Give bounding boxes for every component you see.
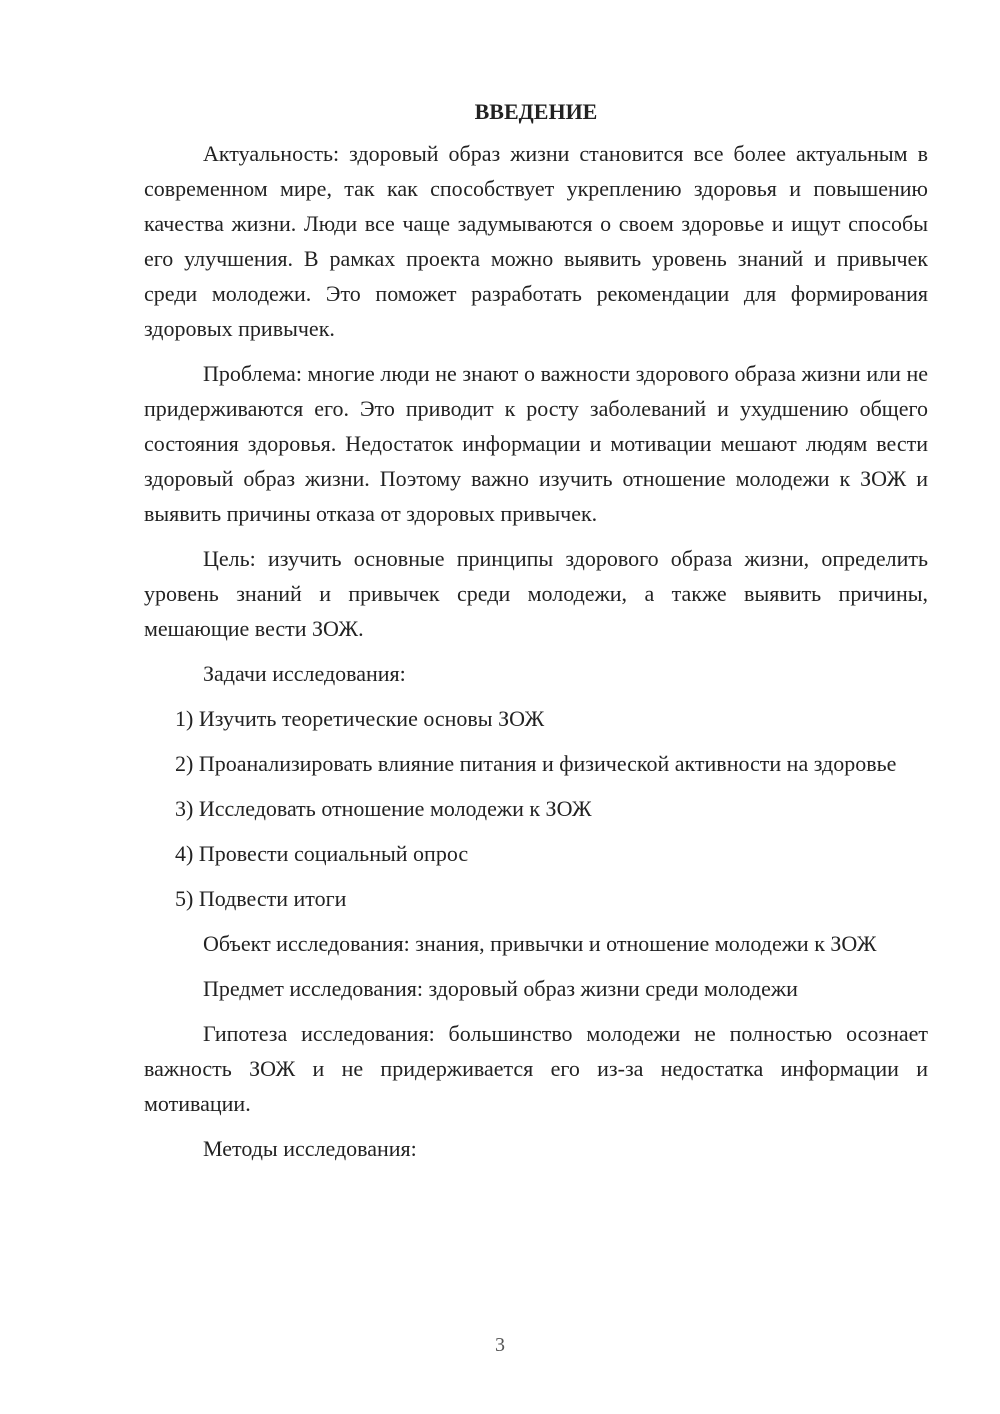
problem-paragraph: Проблема: многие люди не знают о важности здорового образа жизни или не придерживаются его. Это приводит к росту заболеваний и ухудшению общего состояния здоровья. Недостаток информации и мотивации мешают людям вести здоровый образ жизни. Поэтому важно изучить отношение молодежи к ЗОЖ и выявить причины отказа от здоровых привычек.	[144, 361, 928, 526]
task-item: 2) Проанализировать влияние питания и физической активности на здоровье	[175, 751, 897, 776]
task-item: 5) Подвести итоги	[175, 886, 347, 911]
section-title: ВВЕДЕНИЕ	[474, 99, 598, 124]
relevance-paragraph: Актуальность: здоровый образ жизни становится все более актуальным в современном мире, так как способствует укреплению здоровья и повышению качества жизни. Люди все чаще задумываются о своем здоровье и ищут способы его улучшения. В рамках проекта можно выявить уровень знаний и привычек среди молодежи. Это поможет разработать рекомендации для формирования здоровых привычек.	[144, 141, 928, 341]
hypothesis-paragraph: Гипотеза исследования: большинство молодежи не полностью осознает важность ЗОЖ и не придерживается его из-за недостатка информации и мотивации.	[144, 1021, 928, 1116]
object-paragraph: Объект исследования: знания, привычки и отношение молодежи к ЗОЖ	[203, 931, 877, 956]
subject-paragraph: Предмет исследования: здоровый образ жизни среди молодежи	[203, 976, 798, 1001]
task-item: 3) Исследовать отношение молодежи к ЗОЖ	[175, 796, 592, 821]
document-body	[144, 94, 928, 1176]
task-item: 1) Изучить теоретические основы ЗОЖ	[175, 706, 545, 731]
tasks-heading: Задачи исследования:	[203, 661, 406, 686]
goal-paragraph: Цель: изучить основные принципы здорового образа жизни, определить уровень знаний и привычек среди молодежи, а также выявить причины, мешающие вести ЗОЖ.	[144, 546, 928, 641]
page-number: 3	[495, 1334, 505, 1356]
methods-heading: Методы исследования:	[203, 1136, 417, 1161]
task-item: 4) Провести социальный опрос	[175, 841, 469, 866]
